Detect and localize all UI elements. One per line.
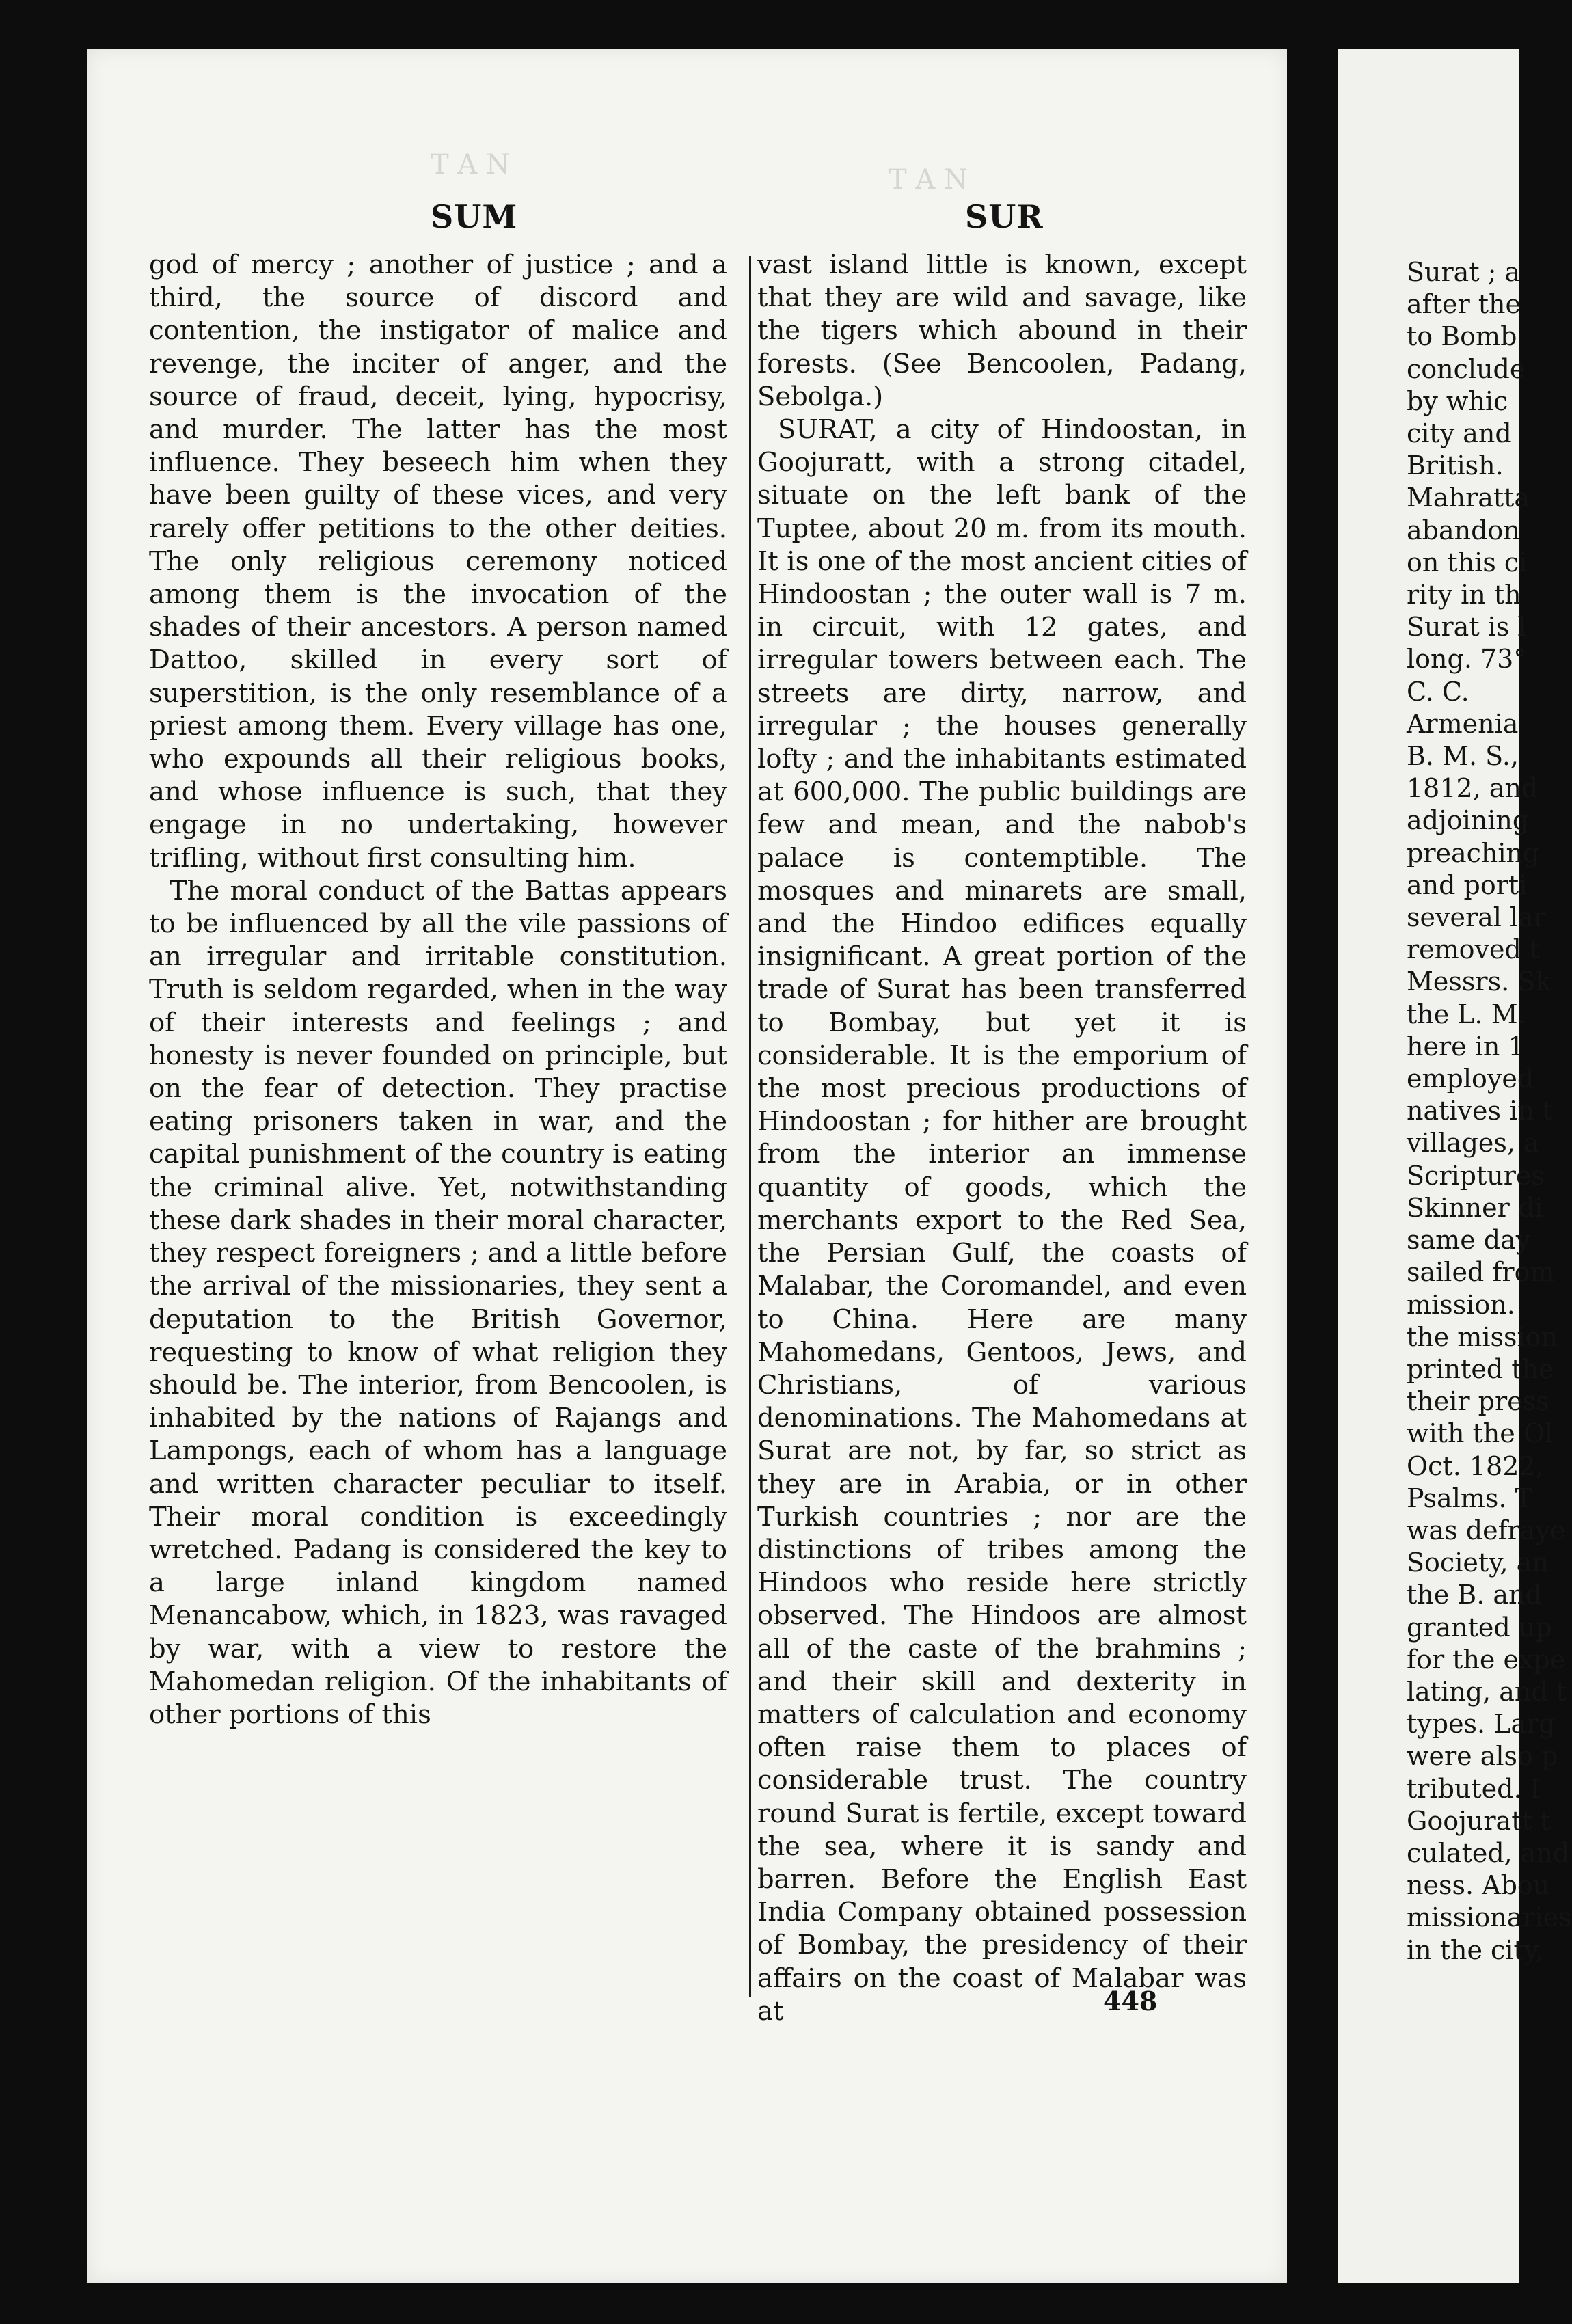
fragment-line: villages, a [1407, 1128, 1539, 1159]
fragment-line: long. 73° [1407, 644, 1527, 675]
fragment-line: city and [1407, 418, 1512, 449]
fragment-line: rity in th [1407, 580, 1521, 610]
fragment-line: removed t [1407, 934, 1541, 965]
fragment-line: same day [1407, 1225, 1531, 1256]
page-number: 448 [1103, 1986, 1158, 2016]
fragment-line: Oct. 1822, [1407, 1450, 1544, 1481]
fragment-line: and porti [1407, 869, 1528, 900]
fragment-line: Surat is l [1407, 612, 1526, 643]
fragment-line: Messrs. Sk [1407, 967, 1551, 997]
paragraph: vast island little is known, except that they are wild and savage, like the tigers which abound in their forests. (See Bencoolen, Padang, Sebolga.) [757, 249, 1247, 412]
fragment-line: after the [1407, 289, 1521, 320]
fragment-line: sailed from [1407, 1257, 1555, 1288]
fragment-line: mission. [1407, 1289, 1515, 1320]
next-page-text-fragments [1407, 256, 1572, 1967]
fragment-line: with the Ol [1407, 1418, 1554, 1449]
fragment-line: Skinner di [1407, 1192, 1543, 1223]
fragment-line: several lar [1407, 902, 1546, 933]
bleed-through-mark: T A N [431, 149, 510, 180]
fragment-line: preaching [1407, 837, 1540, 868]
fragment-line: tributed. I [1407, 1773, 1541, 1804]
fragment-line: employed [1407, 1064, 1534, 1094]
fragment-line: for the expe [1407, 1644, 1566, 1675]
fragment-line: the B. and [1407, 1580, 1542, 1610]
paragraph: The moral conduct of the Battas appears to be influenced by all the vile passions of an irregular and irritable constitution. Truth is seldom regarded, when in the way of their interests and feelings ; and honesty is never founded on principle, but on the fear of detection. They practise eating prisoners taken in war, and the capital punishment of the country is eating the criminal alive. Yet, notwithstanding these dark shades in their moral character, they respect foreigners ; and a little before the arrival of the missionaries, they sent a deputation to the British Governor, requesting to know of what religion they should be. The interior, from Bencoolen, is inhabited by the nations of Rajangs and Lampongs, each of whom has a language and written character peculiar to itself. Their moral condition is exceedingly wretched. Padang is considered the key to a large inland kingdom named Menancabow, which, in 1823, was ravaged by war, with a view to restore the Mahomedan religion. Of the inhabitants of other portions of this [149, 875, 727, 1730]
fragment-line: by whic [1407, 386, 1508, 416]
fragment-line: Society, an [1407, 1548, 1549, 1578]
fragment-line: printed the [1407, 1353, 1554, 1384]
fragment-line: Psalms. T [1407, 1483, 1532, 1513]
fragment-line: ness. Abou [1407, 1870, 1550, 1901]
paragraph: god of mercy ; another of justice ; and a third, the source of discord and contention, the instigator of malice and revenge, the inciter of anger, and the source of fraud, deceit, lying, hypocrisy, and murder. The latter has the most influence. They beseech him when they have been guilty of these vices, and very rarely offer petitions to the other deities. The only religious ceremony noticed among them is the invocation of the shades of their ancestors. A person named Dattoo, skilled in every sort of superstition, is the only resemblance of a priest among them. Every village has one, who expounds all their religious books, and whose influence is such, that they engage in no undertaking, however trifling, without first consulting him. [149, 249, 727, 874]
fragment-line: lating, and t [1407, 1676, 1567, 1707]
fragment-line: British. [1407, 450, 1504, 481]
fragment-line: were also p [1407, 1741, 1558, 1772]
bleed-through-mark: T A N [889, 164, 968, 195]
fragment-line: abandon [1407, 515, 1520, 545]
fragment-line: 1812, and [1407, 773, 1539, 804]
fragment-line: the L. M. [1407, 999, 1526, 1029]
fragment-line: in the city, [1407, 1934, 1544, 1965]
fragment-line: Goojuratt t [1407, 1805, 1551, 1836]
left-text-column [149, 249, 727, 1731]
fragment-line: B. M. S., [1407, 741, 1519, 772]
fragment-line: to Bomb [1407, 321, 1517, 352]
fragment-line: granted up [1407, 1612, 1552, 1643]
fragment-line: their press [1407, 1386, 1549, 1417]
running-head-right: SUR [965, 198, 1044, 235]
fragment-line: Surat ; a [1407, 257, 1521, 287]
paragraph: SURAT, a city of Hindoostan, in Goojuratt, with a strong citadel, situate on the left bank of the Tuptee, about 20 m. from its mouth. It is one of the most ancient cities of Hindoostan ; the outer wall is 7 m. in circuit, with 12 gates, and irregular towers between each. The streets are dirty, narrow, and irregular ; the houses generally lofty ; and the inhabitants estimated at 600,000. The public buildings are few and mean, and the nabob's palace is contemptible. The mosques and minarets are small, and the Hindoo edifices equally insignificant. A great portion of the trade of Surat has been transferred to Bombay, but yet it is considerable. It is the emporium of the most precious productions of Hindoostan ; for hither are brought from the interior an immense quantity of goods, which the merchants export to the Red Sea, the Persian Gulf, the coasts of Malabar, the Coromandel, and even to China. Here are many Mahomedans, Gentoos, Jews, and Christians, of various denominations. The Mahomedans at Surat are not, by far, so strict as they are in Arabia, or in other Turkish countries ; nor are the distinctions of tribes among the Hindoos who reside here strictly observed. The Hindoos are almost all of the caste of the brahmins ; and their skill and dexterity in matters of calculation and economy often raise them to places of considerable trust. The country round Surat is fertile, except toward the sea, where it is sandy and barren. Before the English East India Company obtained possession of Bombay, the presidency of their affairs on the coast of Malabar was at [757, 414, 1247, 2027]
fragment-line: missionaries [1407, 1902, 1572, 1933]
fragment-line: the mission [1407, 1321, 1558, 1352]
fragment-line: on this ci [1407, 547, 1528, 578]
column-rule [749, 256, 751, 1997]
fragment-line: natives in t [1407, 1096, 1554, 1126]
fragment-line: C. C. [1407, 676, 1469, 707]
fragment-line: Armenia [1407, 708, 1519, 739]
fragment-line: Scriptures [1407, 1160, 1545, 1191]
fragment-line: here in 1 [1407, 1031, 1525, 1062]
running-head-left: SUM [431, 198, 518, 235]
fragment-line: Mahratta [1407, 483, 1530, 513]
fragment-line: was defraye [1407, 1515, 1566, 1545]
fragment-line: adjoining [1407, 805, 1530, 836]
fragment-line: culated, and [1407, 1837, 1570, 1868]
fragment-line: conclude [1407, 353, 1526, 384]
right-text-column [757, 249, 1247, 2028]
fragment-line: types. Larg [1407, 1709, 1556, 1740]
